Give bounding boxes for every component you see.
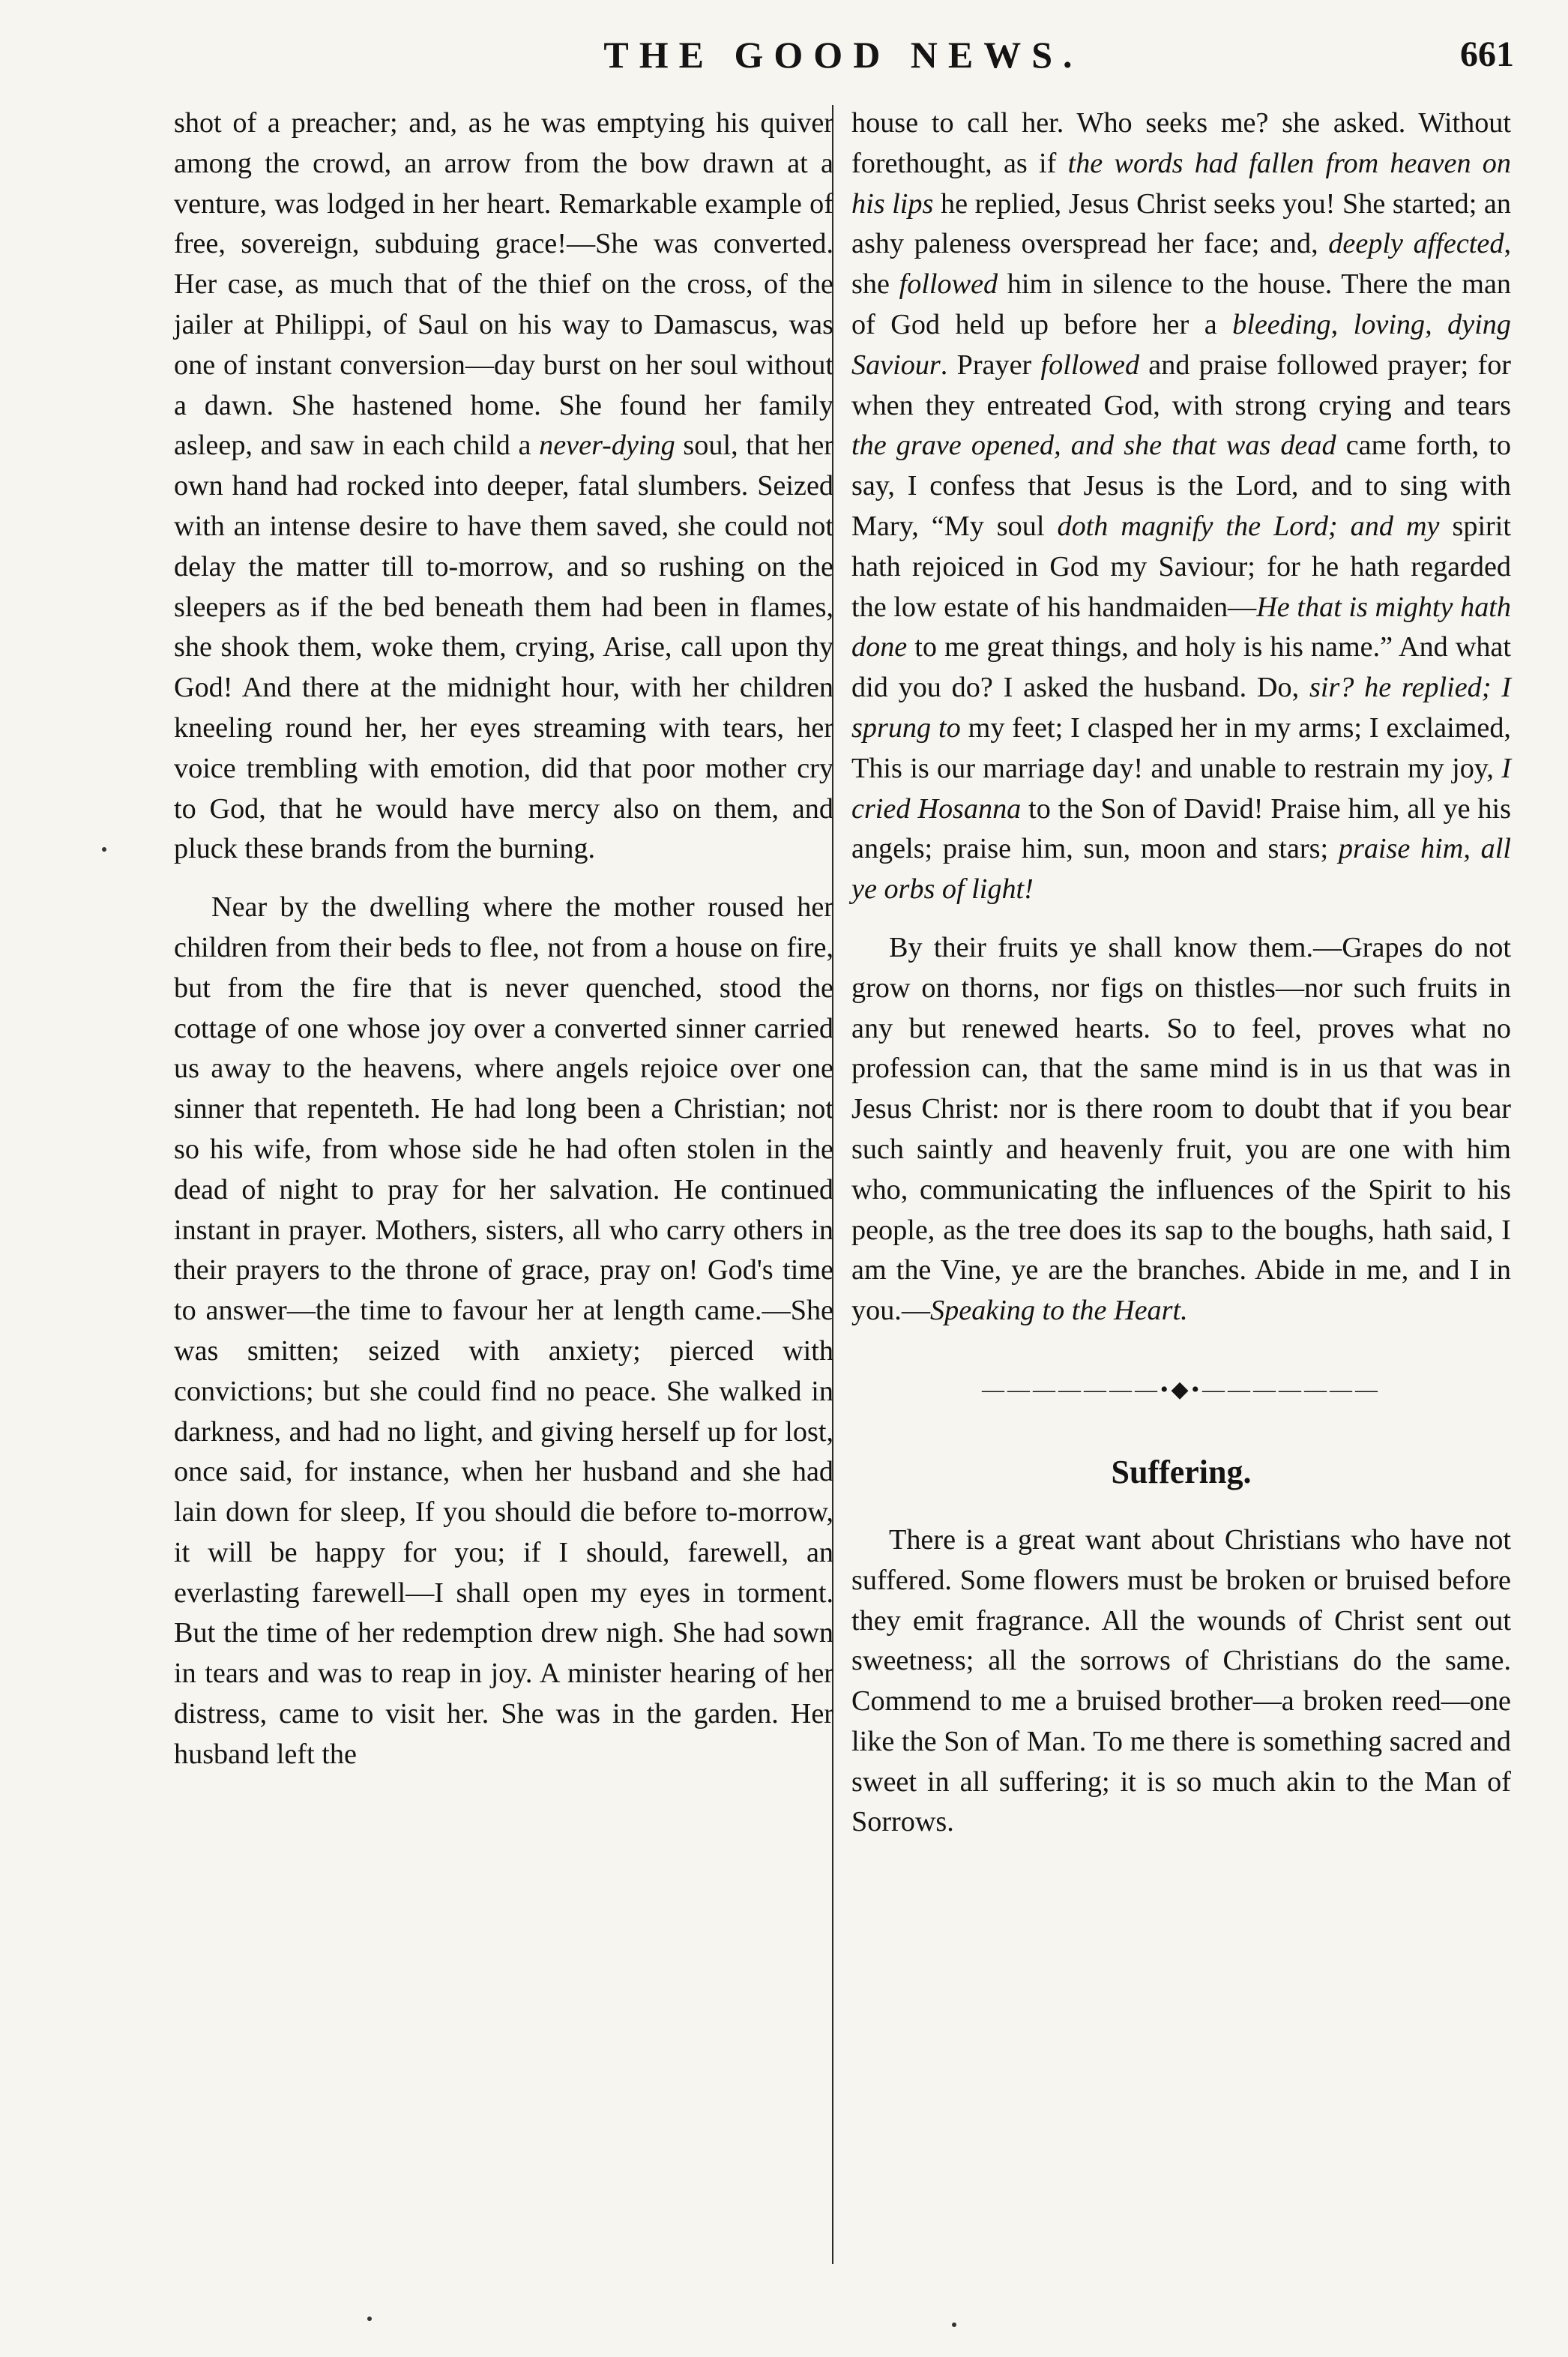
italic-run: sir? he replied; I sprung to — [851, 672, 1511, 744]
text-run: . Prayer — [940, 349, 1041, 381]
text-run: to the Son of David! Praise him, all ye his angels; praise him, sun, moon and stars; — [851, 792, 1511, 865]
paragraph-fruits — [851, 928, 1511, 1331]
paragraph-continuation — [851, 103, 1511, 910]
left-column — [174, 103, 833, 1775]
page-number: 661 — [1460, 34, 1514, 74]
italic-run: the words had fallen from heaven on his lips — [851, 147, 1511, 220]
section-ornament: ———————•◆•——————— — [981, 1376, 1381, 1402]
text-run: my feet; I clasped her in my arms; I exclaimed, This is our marriage day! and unable to restrain my joy, — [851, 711, 1511, 784]
paragraph-suffering: There is a great want about Christians who have not suffered. Some flowers must be broken or bruised before they emit fragrance. All the wounds of Christ sent out sweetness; all the sorrows of Christians do the same. Commend to me a bruised brother—a broken reed—one like the Son of Man. To me there is something sacred and sweet in all suffering; it is so much akin to the Man of Sorrows. — [851, 1523, 1511, 1838]
page-header — [172, 21, 1514, 88]
running-title: THE GOOD NEWS. — [603, 34, 1083, 76]
paragraph-cottage-story: Near by the dwelling where the mother roused her children from their beds to flee, not from a house on fire, but from the fire that is never quenched, stood the cottage of one whose joy over a converted sinner carried us away to the heavens, where angels rejoice over one sinner that repenteth. He had long been a Christian; not so his wife, from whose side he had often stolen in the dead of night to pray for her salvation. He continued instant in prayer. Mothers, sisters, all who carry others in their prayers to the throne of grace, pray on! God's time to answer—the time to favour her at length came.—She was smitten; seized with anxiety; pierced with convictions; but she could find no peace. She walked in darkness, and had no light, and giving herself up for lost, once said, for instance, when her husband and she had lain down for sleep, If you should die before to-morrow, it will be happy for you; if I should, farewell, an everlasting farewell—I shall open my eyes in torment. But the time of her redemption drew nigh. She had sown in tears and was to reap in joy. A minister hearing of her distress, came to visit her. She was in the garden. Her husband left the — [174, 891, 833, 1770]
print-speck — [367, 2317, 372, 2321]
text-run: and praise followed prayer; for when they entreated God, with strong crying and tears — [851, 349, 1512, 421]
text-run: he replied, Jesus Christ seeks you! She started; an ashy paleness overspread her face; and, — [851, 187, 1511, 260]
text-run: , she — [851, 228, 1511, 301]
print-speck — [102, 847, 106, 852]
text-run: to me great things, and holy is his name.” And what did you do? I asked the husband. Do, — [851, 631, 1511, 704]
text-run: soul, that her own hand had rocked into deeper, fatal slumbers. Seized with an intense desire to have them saved, she could not delay the matter till to-morrow, and so rushing on the sleepers as if the bed beneath them had been in flames, she shook them, woke them, crying, Arise, call upon thy God! And there at the midnight hour, with her children kneeling round her, her eyes streaming with tears, her voice trembling with emotion, did that poor mother cry to God, that he would have mercy also on them, and pluck these brands from the burning. — [174, 430, 833, 865]
italic-run: doth magnify the Lord; and my — [1057, 510, 1440, 542]
paragraph-conversion-story — [174, 103, 833, 870]
italic-run: He that is mighty hath done — [851, 591, 1511, 663]
italic-run: praise him, all ye orbs of light! — [851, 833, 1511, 906]
text-run: him in silence to the house. There the man of God held up before her a — [851, 268, 1512, 340]
print-speck — [952, 2323, 956, 2327]
italic-run: followed — [899, 268, 998, 301]
italic-run: I cried Hosanna — [851, 752, 1511, 825]
italic-run: the grave opened, and she that was dead — [851, 430, 1336, 462]
italic-run: deeply affected — [1328, 228, 1504, 260]
italic-run: never-dying — [539, 430, 675, 462]
source-citation: Speaking to the Heart. — [930, 1295, 1188, 1327]
text-run: shot of a preacher; and, as he was emptying his quiver among the crowd, an arrow from the bow drawn at a venture, was lodged in her heart. Remarkable example of free, sovereign, subduing grace!—She was converted. Her case, as much that of the thief on the cross, of the jailer at Philippi, of Saul on his way to Damascus, was one of instant conversion—day burst on her soul without a dawn. She hastened home. She found her family asleep, and saw in each child a — [174, 107, 833, 462]
italic-run: bleeding, loving, dying Saviour — [851, 308, 1511, 381]
text-run: By their fruits ye shall know them.—Grapes do not grow on thorns, nor figs on thistles—nor such fruits in any but renewed hearts. So to feel, proves what no profession can, that the same mind is in us that was in Jesus Christ: nor is there room to doubt that if you bear such saintly and heavenly fruit, you are one with him who, communicating the influences of the Spirit to his people, as the tree does its sap to the boughs, hath said, I am the Vine, ye are the branches. Abide in me, and I in you.— — [851, 931, 1511, 1327]
text-run: house to call her. Who seeks me? she asked. Without forethought, as if — [851, 107, 1511, 179]
right-column — [851, 103, 1511, 1843]
text-run: spirit hath rejoiced in God my Saviour; for he hath regarded the low estate of his handmaiden— — [851, 510, 1511, 623]
italic-run: followed — [1040, 349, 1140, 381]
text-run: came forth, to say, I confess that Jesus is the Lord, and to sing with Mary, “My soul — [851, 430, 1511, 542]
section-title-suffering: Suffering. — [1111, 1453, 1252, 1490]
